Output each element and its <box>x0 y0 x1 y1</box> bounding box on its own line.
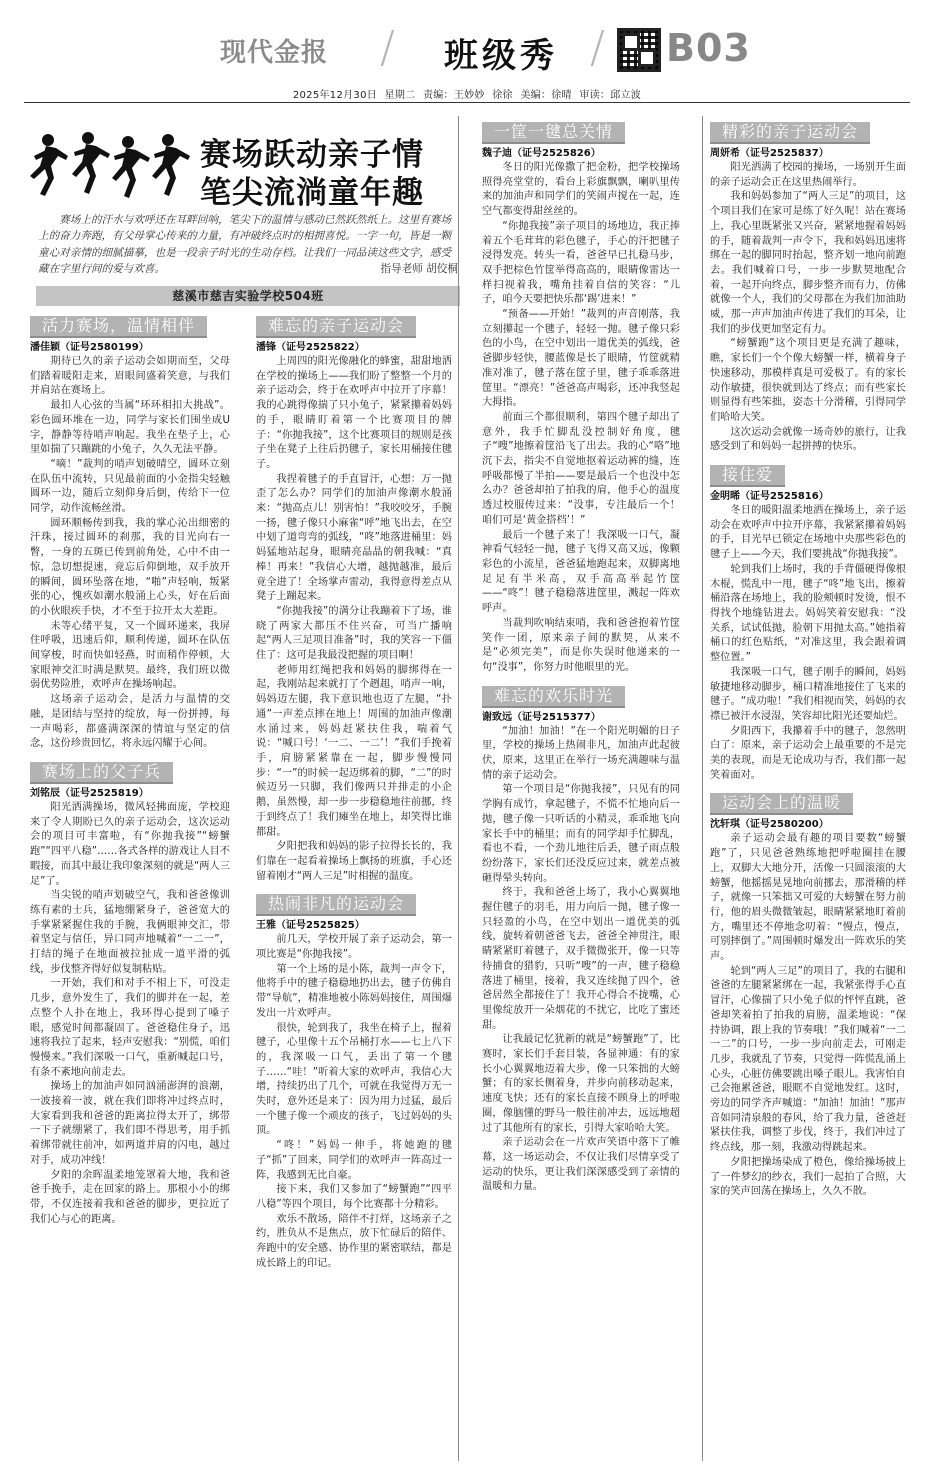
feature-intro <box>38 212 458 278</box>
article-paragraph: 亲子运动会在一片欢声笑语中落下了帷幕，这一场运动会，不仅让我们尽情享受了运动的快乐，更让我们深深感受到了亲情的温暖和力量。 <box>482 1137 680 1193</box>
feature-title-line-2: 笔尖流淌童年趣 <box>200 175 424 211</box>
article-paragraph: “你抛我接”亲子项目的场地边，我正捧着五个毛茸茸的彩色毽子，手心的汗把毽子浸得发亮。转头一看，爸爸早已扎稳马步，双手把棕色竹筐举得高高的，眼睛像雷达一样扫视着我，嘴角挂着自信的笑容：“儿子，咱今天要把快乐都‘踢’进来！” <box>482 220 680 306</box>
article-paragraph: 当裁判吹响结束哨，我和爸爸抱着竹筐笑作一团，原来亲子间的默契，从来不是“必须完美”，而是你失误时他递来的一句“没事”，你努力时他眼里的光。 <box>482 617 680 673</box>
article-paragraph: 终于，我和爸爸上场了，我小心翼翼地握住毽子的羽毛，用力向后一抛，毽子像一只轻盈的小鸟，在空中划出一道优美的弧线，旋转着朝爸爸飞去，爸爸全神贯注，眼睛紧紧盯着毽子，双手微微张开，像一只等待捕食的猎豹，只听“嗖”的一声，毽子稳稳落进了桶里，接着，我又连续抛了四个，爸爸居然全都接住了！我开心得合不拢嘴，心里像绽放开一朵烟花的不扰它，比吃了蜜还甜。 <box>482 887 680 1031</box>
article-byline: 金明晞（证号2525816） <box>710 491 829 503</box>
article-byline: 周妍希（证号2525837） <box>710 148 829 159</box>
issue-meta <box>0 86 934 101</box>
article-paragraph: 最后一个毽子来了！我深吸一口气，凝神看气轻轻一抛，毽子飞得又高又远，像颗彩色的小流星，爸爸猛地跑起来，双脚离地足足有半米高，双手高高举起竹筐——“咚”！毽子稳稳落进筐里，溅起一阵欢呼声。 <box>482 529 680 615</box>
column-divider <box>458 116 459 1461</box>
column-1 <box>30 316 230 1237</box>
proofreader: 审读：邱立波 <box>579 90 642 101</box>
page-number: B03 <box>666 26 751 70</box>
header-rule <box>24 102 910 103</box>
article-paragraph: 第一个项目是“你抛我接”，只见有的同学胸有成竹，拿起毽子，不慌不忙地向后一抛，毽子像一只听话的小精灵，乖乖地飞向家长手中的桶里；而有的同学却手忙脚乱，看也不看，一个劲儿地往后丢，毽子雨点般纷纷落下，家长们还没反应过来，就差点被砸得晕头转向。 <box>482 784 680 884</box>
issue-date: 2025年12月30日 <box>292 90 378 101</box>
article-paragraph: 未等心绪平复，又一个圆环递来，我屏住呼吸，迅速后仰，顺利传递，圆环在队伍间穿梭，时而快如轻燕，时而稍作停顿，大家眼神交汇时满是默契。最终，我们班以微弱优势险胜，欢呼声在操场响起。 <box>30 620 230 691</box>
article-paragraph: 接下来，我们又参加了“螃蟹跑”“四平八稳”等四个项目，每个比赛都十分精彩。 <box>256 1184 452 1210</box>
article-paragraph: 上周四的阳光像融化的蜂蜜，甜甜地洒在学校的操场上——我们盼了整整一个月的亲子运动会，终于在欢呼声中拉开了序幕！我的心跳得像揣了只小兔子，紧紧攥着妈妈的手，眼睛盯着第一个比赛项目的牌子：“你抛我接”，这个比赛项目的规则是孩子坐在凳子上往后扔毽子，家长用桶接住毽子。 <box>256 356 452 470</box>
feature-intro-text: 赛场上的汗水与欢呼还在耳畔回响，笔尖下的温情与感动已然跃然纸上。这里有赛场上的奋力奔跑，有父母掌心传来的力量，有冲破终点时的相拥喜悦。一字一句，皆是一颗童心对亲情的细腻描摹，也是一段亲子时光的生动存档。让我们一同品读这些文字，感受藏在字里行间的爱与欢喜。 <box>38 214 452 276</box>
article-paragraph: 夕阳西下，我攥着手中的毽子，忽然明白了：原来，亲子运动会上最重要的不是完美的表现，而是无论成功与否，我们都一起笑着面对。 <box>710 725 906 781</box>
article-paragraph: 当尖锐的哨声划破空气，我和爸爸像训练有素的士兵，猛地绷紧身子，爸爸宽大的手掌紧紧握住我的手腕，我俩眼神交汇，带着坚定与信任，异口同声地喊着“一二一”，打结的绳子在地面被拉扯成一道平滑的弧线，步伐整齐得好似复制粘贴。 <box>30 890 230 975</box>
article-paragraph: 亲子运动会最有趣的项目要数“螃蟹跑”了，只见爸爸熟练地把呼啦圈挂在腰上，双脚大大地分开，活像一只圆滚滚的大螃蟹，他摇摇晃晃地向前挪去，那滑稽的样子，就像一只笨拙又可爱的大螃蟹在努力前行，他的眉头微微皱起，眼睛紧紧地盯着前方，嘴里还不停地念叨着：“慢点，慢点，可别摔倒了。”周围顿时爆发出一阵欢乐的笑声。 <box>710 833 906 963</box>
article-title: 运动会上的温暖 <box>710 793 853 815</box>
article-paragraph: 我捏着毽子的手直冒汗，心想：万一抛歪了怎么办？同学们的加油声像潮水般涌来：“抛高点儿！别害怕！”我咬咬牙，手腕一扬，毽子像只小麻雀“呼”地飞出去，在空中划了道弯弯的弧线，“咚”地落进桶里：妈妈猛地站起身，眼睛亮晶晶的朝我喊：“真棒！再来！”我信心大增，越抛越准，最后竟全进了！全场掌声雷动，我得意得差点从凳子上蹦起来。 <box>256 473 452 603</box>
article-paragraph: “预备——开始！”裁判的声音刚落，我立刻攥起一个毽子，轻轻一抛。毽子像只彩色的小鸟，在空中划出一道优美的弧线，爸爸脚步轻快，腰蓝像是长了眼睛，竹筐就精准对准了，毽子落在筐子里，毽子乖乖落进筐里。“漂亮！”爸爸高声喝彩，还冲我竖起大拇指。 <box>482 309 680 409</box>
feature-title <box>200 136 424 212</box>
article-paragraph: 老师用红绳把我和妈妈的脚绑得在一起，我刚站起来就打了个趔趄，哨声一响，妈妈迈左腿，我下意识地也迈了左腿，“扑通”一声差点摔在地上！周围的加油声像潮水涌过来，妈妈赶紧扶住我，喘着气说：“喊口号！‘一二、一二’！”我们手挽着手，肩膀紧紧靠在一起，脚步慢慢同步：“一”的时候一起迈绑着的脚，“二”的时候迈另一只脚，我们像两只并排走的小企鹅，虽然慢，却一步一步稳稳地往前挪，终于到终点了！我们瘫坐在地上，却笑得比谁都甜。 <box>256 664 452 838</box>
article-paragraph: 我和妈妈参加了“两人三足”的项目，这个项目我们在家可是练了好久呢！站在赛场上，我心里既紧张又兴奋，紧紧地握着妈妈的手，随着裁判一声令下，我和妈妈迅速将绑在一起的脚同时抬起，整齐划一地向前跑去。我们喊着口号，一步一步默契地配合着，一起开向终点，脚步整齐而有力，仿佛就像一个人，我们的父母都在为我们加油助威，那一声声加油声传进了我们的耳朵，让我们的步伐更加坚定有力。 <box>710 191 906 335</box>
article-paragraph: 轮到“两人三足”的项目了，我的右腿和爸爸的左腿紧紧绑在一起，我紧张得手心直冒汗，心像揣了只小兔子似的怦怦直跳，爸爸却笑着拍了拍我的肩膀，温柔地说：“保持协调，跟上我的节奏哦！”我们喊着“一二一二”的口号，一步一步向前走去，可刚走几步，我就乱了节奏，只觉得一阵慌乱涌上心头，心脏仿佛要跳出嗓子眼儿。我害怕自己会拖累爸爸，眼眶不自觉地发红。这时，旁边的同学齐声喊道：“加油！加油！”那声音如同清泉般的春风，给了我力量，爸爸赶紧扶住我，调整了步伐，终于，我们冲过了终点线，那一刻，我激动得跳起来。 <box>710 965 906 1154</box>
article-paragraph: 阳光洒满了校园的操场，一场别开生面的亲子运动会正在这里热闹举行。 <box>710 162 906 188</box>
school-class-bar: 慈溪市慈吉实验学校504班 <box>36 286 460 306</box>
article-paragraph: 我深吸一口气，毽子刚手的瞬间，妈妈敏捷地移动脚步，桶口精准地接住了飞来的毽子。“成功啦！”我们相视而笑，妈妈的衣襟已被汗水浸湿，笑容却比阳光还要灿烂。 <box>710 666 906 722</box>
article-title: 热闹非凡的运动会 <box>256 894 416 916</box>
article-paragraph: 冬日的阳光像撒了把金粉，把学校操场照得亮堂堂的，看台上彩旗飘飘，喇叭里传来的加油声和同学们的笑闹声搅在一起，连空气都变得甜丝丝的。 <box>482 162 680 218</box>
feature-title-line-1: 赛场跃动亲子情 <box>200 137 424 173</box>
section-title: 班级秀 <box>444 36 558 76</box>
article-paragraph: 期待已久的亲子运动会如期而至，父母们踏着暖阳走来，眉眼间盛着笑意，与我们并肩站在赛场上。 <box>30 356 230 397</box>
article-byline: 沈轩琪（证号2580200） <box>710 819 829 831</box>
article <box>30 762 230 1227</box>
article <box>710 793 906 1200</box>
article-title: 赛场上的父子兵 <box>30 762 173 784</box>
article <box>256 316 452 884</box>
column-divider <box>702 116 703 1461</box>
article-paragraph: 操场上的加油声如同汹涌澎湃的浪潮，一波接着一波，就在我们即将冲过终点时，大家看到我和爸爸的距离拉得太开了，绑带一下子就绷紧了，我们即不得思考，用手抓着绑带就往前冲，如两道并肩的闪电，越过对手，成功冲线！ <box>30 1081 230 1166</box>
article <box>710 122 906 455</box>
editor-2: 徐徐 <box>492 90 513 101</box>
qr-code-icon <box>617 28 661 72</box>
article-paragraph: 阳光洒满操场，微风轻拂面庞，学校迎来了令人期盼已久的亲子运动会，这次运动会的项目可丰富啦，有“你抛我接”“螃蟹跑”“四平八稳”……各式各样的游戏让人目不暇接，而其中最让我印象深刻的就是“两人三足”了。 <box>30 801 230 887</box>
article-paragraph: 轮到我们上场时，我的手背僵硬得像根木棍，慌乱中一甩，毽子“咚”地飞出，擦着桶沿落在场地上，我的脸颊顿时发烫，恨不得找个地缝钻进去。妈妈笑着安慰我：“没关系，试试低抛，脸朝下用抛太高。”她指着桶口的红色贴纸，“对准这里，我会跟着调整位置。” <box>710 563 906 664</box>
article-paragraph: 夕阳把操场染成了橙色，像给操场披上了一件梦幻的纱衣，我们一起拍了合照，大家的笑声回荡在操场上，久久不散。 <box>710 1156 906 1198</box>
article-paragraph: 夕阳的余晖温柔地笼罩着大地，我和爸爸手挽手，走在回家的路上。那根小小的绑带，不仅连接着我和爸爸的脚步，更拉近了我们心与心的距离。 <box>30 1169 230 1225</box>
article-paragraph: 这场亲子运动会，是活力与温情的交融，是团结与坚持的绽放，每一份拼搏，每一声喝彩，都盛满深深的情谊与坚定的信念，这份珍贵回忆，将永远闪耀于心间。 <box>30 694 230 750</box>
article <box>30 316 230 752</box>
article-paragraph: 夕阳把我和妈妈的影子拉得长长的，我们靠在一起看着操场上飘扬的班旗，手心还留着刚才“两人三足”时相握的温度。 <box>256 841 452 882</box>
column-4 <box>710 122 906 1210</box>
article-paragraph: 这次运动会就像一场奇妙的旅行，让我感受到了和妈妈一起拼搏的快乐。 <box>710 426 906 453</box>
article <box>482 122 680 676</box>
article <box>482 686 680 1196</box>
article-byline: 魏子迪（证号2525826） <box>482 148 601 159</box>
article-title: 难忘的亲子运动会 <box>256 316 416 338</box>
article-paragraph: “加油！加油！”在一个阳光明媚的日子里，学校的操场上热闹非凡，加油声此起彼伏，原来，这里正在举行一场充满趣味与温情的亲子运动会。 <box>482 725 680 781</box>
header-divider: / <box>380 22 395 73</box>
editor: 责编：王妙妙 <box>422 90 485 101</box>
article-paragraph: “咚！”妈妈一伸手，将她跑的毽子“抓”了回来，同学们的欢呼声一阵高过一阵，我感到无比自豪。 <box>256 1140 452 1181</box>
article-byline: 潘佳颖（证号2580199） <box>30 342 149 353</box>
article-byline: 潘锋（证号2525822） <box>256 342 365 353</box>
article-paragraph: 欢乐不散场，陪伴不打烊，这场亲子之约，胜负从不是焦点，放下忙碌后的陪伴、奔跑中的安全感、协作里的紧密联结，都是成长路上的印记。 <box>256 1213 452 1269</box>
article-paragraph: 冬日的暖阳温柔地洒在操场上，亲子运动会在欢呼声中拉开序幕，我紧紧攥着妈妈的手，目光早已锁定在场地中央那些彩色的毽子上——今天，我们要挑战“你抛我接”。 <box>710 505 906 561</box>
column-3 <box>482 122 680 1205</box>
article-title: 接住爱 <box>710 465 785 487</box>
page-header <box>30 10 904 76</box>
article-paragraph: “螃蟹跑”这个项目更是充满了趣味，瞧，家长们一个个像大螃蟹一样，横着身子快速移动，那模样真是可爱极了。有的家长动作敏捷，很快就到达了终点；而有些家长则显得有些笨拙，姿态十分滑稽，引得同学们哈哈大笑。 <box>710 338 906 423</box>
designer: 美编：徐晴 <box>520 90 572 101</box>
newspaper-brand: 现代金报 <box>220 38 329 68</box>
article-title: 难忘的欢乐时光 <box>482 686 625 708</box>
article-paragraph: 让我最记忆犹新的就是“螃蟹跑”了，比赛时，家长们手套目装，各显神通：有的家长小心翼翼地迈着大步，像一只笨拙的大螃蟹；有的家长侧着身，并步向前移动起来，速度飞快；还有的家长直接不顾身上的呼啦圈，像脑懂的野马一般往前冲去，远远地超过了其他所有的家长，引得大家哈哈大笑。 <box>482 1034 680 1134</box>
header-divider: / <box>590 22 605 73</box>
article-byline: 刘铭辰（证号2525819） <box>30 787 149 799</box>
article-paragraph: 圆环顺畅传到我，我的掌心沁出细密的汗珠，接过圆环的刹那，我的目光向右一瞥，一身的五斑已传到前角处，心中不由一惊，急切想提速，竟忘后仰倒地，双手放开的瞬间，圆环坠落在地，“啪”声轻响，叛紧张的心，愧疚如潮水般涌上心头，好在后面的小伙眼疾手快，才不至于拉开太大差距。 <box>30 517 230 617</box>
article-paragraph: “嘀！”裁判的哨声划破晴空，圆环立刻在队伍中流转，只见最前面的小金指尖轻触圆环一边，随后立刻仰身后倒，传给下一位同学，动作流畅丝滑。 <box>30 458 230 515</box>
article-title: 精彩的亲子运动会 <box>710 122 870 144</box>
column-2 <box>256 316 452 1281</box>
article <box>256 894 452 1271</box>
article-title: 一筐一毽总关情 <box>482 122 625 144</box>
teacher-signature: 指导老师 胡佼桐 <box>380 263 458 276</box>
article-paragraph: “你抛我接”的满分让我蹦着下了场，谁晓了两家大都压不住兴奋，可当广播响起“两人三足项目准备”时，我的笑容一下僵住了：这可是我最没把握的项目啊！ <box>256 605 452 662</box>
article-byline: 谢致远（证号2515377） <box>482 711 601 723</box>
article-paragraph: 一开始，我们和对手不相上下，可没走几步，意外发生了，我们的脚并在一起，差点整个人扑在地上，我环得心提到了嗓子眼，感觉时间都凝固了。爸爸稳住身子，迅速将我拉了起来，轻声安慰我：“别慌，咱们慢慢来。”我们深吸一口气，重新喊起口号，有条不紊地向前走去。 <box>30 978 230 1078</box>
article-paragraph: 很快，轮到我了，我坐在椅子上，握着毽子，心里像十五个吊桶打水——七上八下的，我深吸一口气，丢出了第一个毽子……“哇！”听着大家的欢呼声，我信心大增，持续扔出了几个，可就在我觉得万无一失时，意外还是来了：因为用力过猛，最后一个毽子像一个顽皮的孩子，飞过妈妈的头顶。 <box>256 1022 452 1137</box>
article-paragraph: 第一个上场的是小陈，裁判一声令下，他将手中的毽子稳稳地扔出去，毽子仿佛自带“导航”，精准地被小陈妈妈接住，周围爆发出一片欢呼声。 <box>256 963 452 1019</box>
article-title: 活力赛场，温情相伴 <box>30 316 207 338</box>
article-byline: 王雅（证号2525825） <box>256 920 365 932</box>
article-paragraph: 最扣人心弦的当属“环环相扣大挑战”。彩色圆环堆在一边，同学与家长们围坐成U字，静静等待哨声响起。我坐在垫子上，心里如揣了只蹦跳的小兔子，久久无法平静。 <box>30 400 230 456</box>
runners-illustration-icon <box>26 126 196 206</box>
issue-weekday: 星期二 <box>384 90 416 101</box>
article-paragraph: 前几天，学校开展了亲子运动会，第一项比赛是“你抛我接”。 <box>256 934 452 961</box>
article <box>710 465 906 783</box>
article-paragraph: 前面三个都很顺利，第四个毽子却出了意外，我手忙脚乱没控制好角度，毽子“嗖”地擦着筐沿飞了出去。我的心“咯”地沉下去，指尖不自觉地抠着运动裤的缝，连呼吸都慢了半拍——要是最后一个也没中怎么办？爸爸却拍了拍我的肩，他手心的温度透过校服传过来：“没事，专注最后一个！咱们可是‘黄金搭档’！” <box>482 411 680 526</box>
